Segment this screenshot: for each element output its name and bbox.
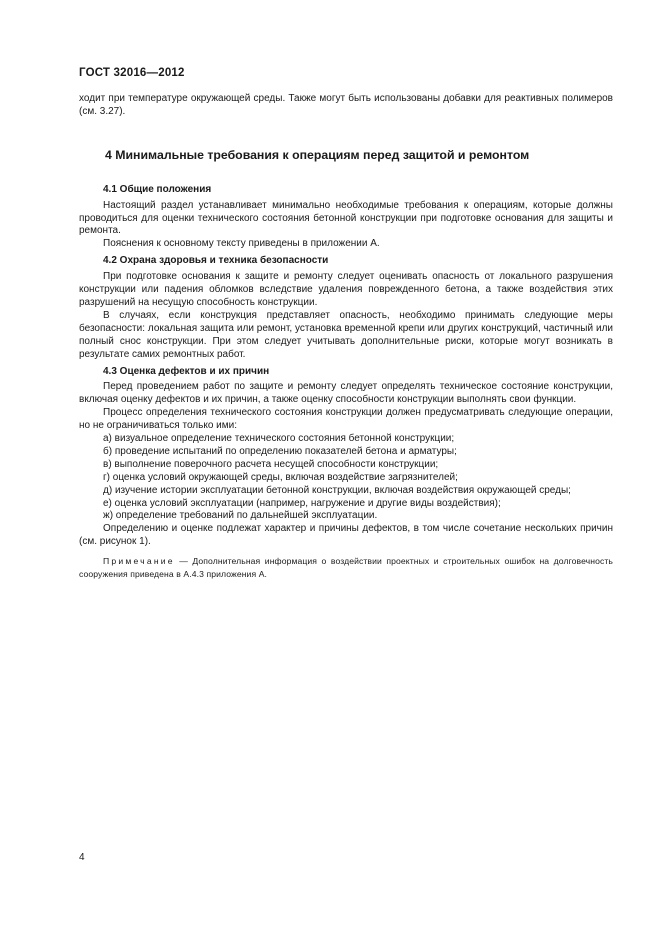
page-number: 4: [79, 852, 85, 863]
note-text: — Дополнительная информация о воздействии проектных и строительных ошибок на долговечность сооружения приведена в А.4.3 приложения А.: [79, 556, 613, 579]
paragraph-4-1-2: Пояснения к основному тексту приведены в приложении А.: [103, 238, 380, 250]
paragraph-4-2-2: В случаях, если конструкция представляет опасность, необходимо принимать следующие меры безопасности: локальная защита или ремонт, установка временной крепи или других конструкций, частичный или полный снос конструкции. При этом следует учитывать дополнительные риски, которые могут возникать в результате самих ремонтных работ.: [79, 309, 613, 360]
subsection-4-2-title: 4.2 Охрана здоровья и техника безопасности: [103, 255, 329, 267]
subsection-4-1-title: 4.1 Общие положения: [103, 183, 212, 195]
paragraph-4-1-1: Настоящий раздел устанавливает минимально необходимые требования к операциям, которые должны проводиться для оценки технического состояния бетонной конструкции при подготовке основания для защиты и ремонта.: [79, 199, 613, 237]
list-item: ж) определение требований по дальнейшей эксплуатации.: [103, 510, 378, 522]
list-item: в) выполнение поверочного расчета несущей способности конструкции;: [103, 458, 439, 470]
list-item: б) проведение испытаний по определению показателей бетона и арматуры;: [103, 445, 457, 457]
list-item: г) оценка условий окружающей среды, включая воздействие загрязнителей;: [103, 471, 458, 483]
subsection-4-3-title: 4.3 Оценка дефектов и их причин: [103, 365, 270, 377]
intro-paragraph: ходит при температуре окружающей среды. Также могут быть использованы добавки для реактивных полимеров (см. 3.27).: [79, 93, 613, 117]
list-item: а) визуальное определение технического состояния бетонной конструкции;: [103, 433, 455, 445]
section-title: 4 Минимальные требования к операциям перед защитой и ремонтом: [105, 147, 530, 162]
page-content: [79, 93, 613, 580]
paragraph-4-3-3: Определению и оценке подлежат характер и причины дефектов, в том числе сочетание нескольких причин (см. рисунок 1).: [79, 523, 613, 548]
paragraph-4-3-2: Процесс определения технического состояния конструкции должен предусматривать следующие операции, но не ограничиваться только ими:: [79, 407, 613, 432]
operations-list: [79, 433, 613, 523]
list-item: е) оценка условий эксплуатации (например, нагружение и другие виды воздействия);: [103, 497, 501, 509]
note-label: Примечание: [103, 556, 175, 567]
document-header: ГОСТ 32016—2012: [79, 67, 185, 79]
paragraph-4-2-1: При подготовке основания к защите и ремонту следует оценивать опасность от локального разрушения конструкции или падения обломков вследствие удаления поврежденного бетона, а также воздействия этих разрушений на несущую способность конструкции.: [79, 271, 613, 308]
note: [79, 555, 613, 580]
paragraph-4-3-1: Перед проведением работ по защите и ремонту следует определять техническое состояние конструкции, включая оценку дефектов и их причин, а также оценку способности конструкции выполнять свои функции.: [79, 381, 613, 406]
list-item: д) изучение истории эксплуатации бетонной конструкции, включая воздействия окружающей среды;: [103, 484, 571, 496]
